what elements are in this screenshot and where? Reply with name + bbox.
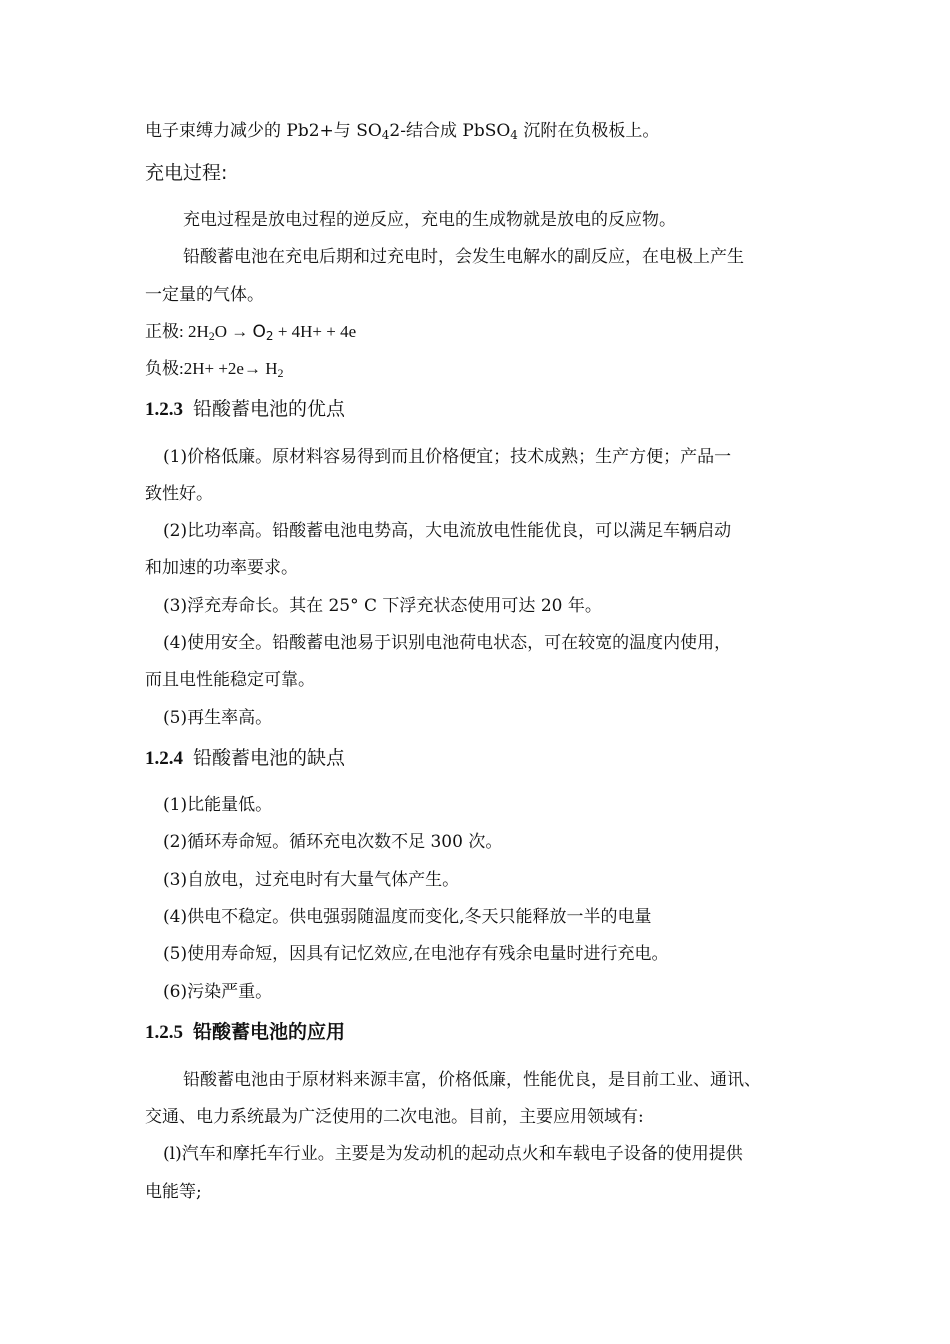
advantage-item-1-line-1: (1)价格低廉。原材料容易得到而且价格便宜；技术成熟；生产方便；产品一	[163, 447, 732, 467]
section-title: 铅酸蓄电池的缺点	[193, 747, 346, 769]
advantage-item-2-line-1: (2)比功率高。铅酸蓄电池电势高，大电流放电性能优良，可以满足车辆启动	[163, 521, 732, 541]
charging-paragraph-2-line-1: 铅酸蓄电池在充电后期和过充电时，会发生电解水的副反应，在电极上产生	[183, 247, 744, 267]
eq-negative-sub: 2	[277, 366, 284, 380]
disadvantage-item-3: (3)自放电，过充电时有大量气体产生。	[163, 870, 460, 890]
charging-paragraph-1: 充电过程是放电过程的逆反应，充电的生成物就是放电的反应物。	[183, 210, 676, 230]
positive-electrode-equation	[145, 321, 815, 343]
advantage-item-4-line-1: (4)使用安全。铅酸蓄电池易于识别电池荷电状态，可在较宽的温度内使用，	[163, 633, 732, 653]
eq-positive-label: 正极: 2H	[145, 322, 209, 341]
disadvantage-item-1: (1)比能量低。	[163, 795, 273, 815]
eq-positive-sub-1: 2	[208, 329, 215, 343]
applications-item-1-line-1: (l)汽车和摩托车行业。主要是为发动机的起动点火和车载电子设备的使用提供	[163, 1144, 743, 1164]
section-title: 铅酸蓄电池的优点	[193, 398, 346, 420]
negative-electrode-equation	[145, 358, 815, 380]
section-heading-applications	[145, 1019, 345, 1046]
eq-positive-oxygen: O	[252, 322, 266, 342]
eq-positive-tail: + 4H+ + 4e	[273, 322, 357, 341]
disadvantage-item-5: (5)使用寿命短，因具有记忆效应,在电池存有残余电量时进行充电。	[163, 944, 669, 964]
section-title: 铅酸蓄电池的应用	[193, 1021, 346, 1043]
disadvantage-item-2: (2)循环寿命短。循环充电次数不足 300 次。	[163, 832, 503, 852]
applications-paragraph-line-1: 铅酸蓄电池由于原材料来源丰富，价格低廉，性能优良，是目前工业、通讯、	[183, 1070, 761, 1090]
eq-positive-sub-2: 2	[265, 329, 274, 343]
eq-positive-mid: O →	[214, 322, 253, 341]
disadvantage-item-4: (4)供电不稳定。供电强弱随温度而变化,冬天只能释放一半的电量	[163, 907, 652, 927]
disadvantage-item-6: (6)污染严重。	[163, 982, 273, 1002]
eq-negative-label: 负极:2H+ +2e→ H	[145, 359, 278, 378]
section-heading-advantages	[145, 396, 345, 423]
advantage-item-1-line-2: 致性好。	[145, 484, 213, 504]
intro-text-a: 电子束缚力减少的 Pb2+与 SO	[145, 121, 382, 141]
intro-text-c: 沉附在负极板上。	[517, 121, 660, 141]
charging-paragraph-2-line-2: 一定量的气体。	[145, 285, 264, 305]
advantage-item-3: (3)浮充寿命长。其在 25° C 下浮充状态使用可达 20 年。	[163, 596, 602, 616]
advantage-item-4-line-2: 而且电性能稳定可靠。	[145, 670, 315, 690]
section-number: 1.2.4	[145, 748, 183, 769]
advantage-item-2-line-2: 和加速的功率要求。	[145, 558, 298, 578]
section-number: 1.2.5	[145, 1022, 183, 1043]
advantage-item-5: (5)再生率高。	[163, 708, 273, 728]
charging-heading: 充电过程:	[145, 162, 228, 184]
intro-text-b: 2-结合成 PbSO	[389, 121, 511, 141]
section-heading-disadvantages	[145, 745, 345, 772]
intro-line	[145, 120, 815, 142]
applications-paragraph-line-2: 交通、电力系统最为广泛使用的二次电池。目前，主要应用领域有:	[145, 1107, 644, 1127]
section-number: 1.2.3	[145, 399, 183, 420]
intro-subscript-1: 4	[381, 128, 390, 142]
intro-subscript-2: 4	[510, 128, 518, 142]
applications-item-1-line-2: 电能等;	[145, 1182, 202, 1202]
